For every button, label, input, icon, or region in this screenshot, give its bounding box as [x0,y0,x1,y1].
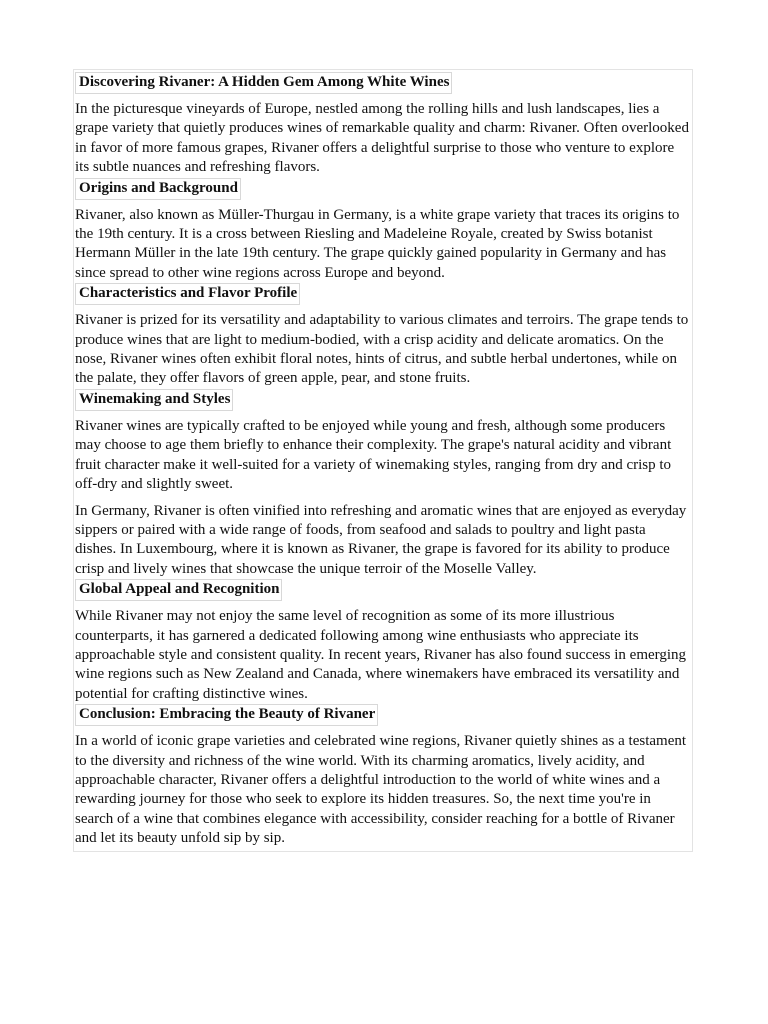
paragraph: Rivaner, also known as Müller-Thurgau in Germany, is a white grape variety that traces its origins to the 19th century. It is a cross between Riesling and Madeleine Royale, created by Swiss botanist Hermann Müller in the late 19th century. The grape quickly gained popularity in Germany and has since spread to other wine regions across Europe and beyond. [75,206,680,281]
section-origins [75,178,690,284]
section-heading: Global Appeal and Recognition [75,579,282,601]
article-container [73,69,693,852]
paragraph: Rivaner is prized for its versatility and adaptability to various climates and terroirs. The grape tends to produce wines that are light to medium-bodied, with a crisp acidity and delicate aromatics. On the nose, Rivaner wines often exhibit floral notes, hints of citrus, and subtle herbal undertones, while on the palate, they offer flavors of green apple, pear, and stone fruits. [75,312,689,387]
section-characteristics [75,283,690,389]
paragraph: While Rivaner may not enjoy the same level of recognition as some of its more illustrious counterparts, it has garnered a dedicated following among wine enthusiasts who appreciate its approachable style and consistent quality. In recent years, Rivaner has also found success in emerging wine regions such as New Zealand and Canada, where winemakers have embraced its versatility and potential for crafting distinctive wines. [75,608,687,702]
section-heading: Characteristics and Flavor Profile [75,283,300,305]
section-heading: Winemaking and Styles [75,389,233,411]
section-heading: Origins and Background [75,178,241,200]
paragraph: In a world of iconic grape varieties and celebrated wine regions, Rivaner quietly shines as a testament to the diversity and richness of the wine world. With its charming aromatics, lively acidity, and approachable character, Rivaner offers a delightful introduction to the world of white wines and a rewarding journey for those who seek to explore its hidden treasures. So, the next time you're in search of a wine that combines elegance with accessibility, consider reaching for a bottle of Rivaner and let its beauty unfold sip by sip. [75,733,687,847]
section-heading: Conclusion: Embracing the Beauty of Rivaner [75,704,378,726]
section-introduction [75,72,690,178]
section-conclusion [75,704,690,848]
paragraph: In Germany, Rivaner is often vinified into refreshing and aromatic wines that are enjoyed as everyday sippers or paired with a wide range of foods, from seafood and salads to poultry and light pasta dishes. In Luxembourg, where it is known as Rivaner, the grape is favored for its ability to produce crisp and lively wines that showcase the unique terroir of the Moselle Valley. [75,502,687,577]
paragraph: In the picturesque vineyards of Europe, nestled among the rolling hills and lush landscapes, lies a grape variety that quietly produces wines of remarkable quality and charm: Rivaner. Often overlooked in favor of more famous grapes, Rivaner offers a delightful surprise to those who venture to explore its subtle nuances and refreshing flavors. [75,101,689,176]
section-winemaking [75,389,690,579]
paragraph: Rivaner wines are typically crafted to be enjoyed while young and fresh, although some producers may choose to age them briefly to enhance their complexity. The grape's natural acidity and vibrant fruit character make it well-suited for a variety of winemaking styles, ranging from dry and crisp to off-dry and slightly sweet. [75,417,672,493]
section-global-appeal [75,579,690,704]
section-heading: Discovering Rivaner: A Hidden Gem Among White Wines [75,72,452,94]
